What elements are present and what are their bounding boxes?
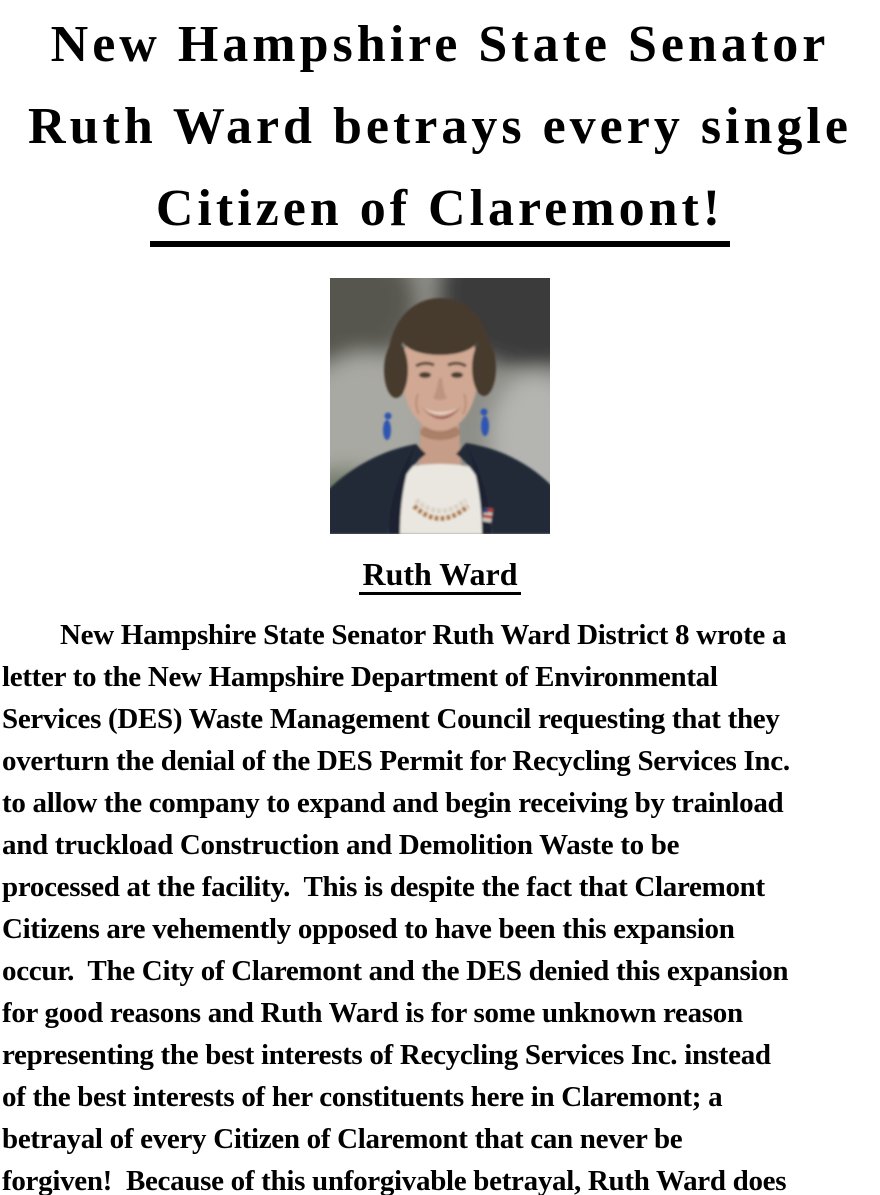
- body-line: betrayal of every Citizen of Claremont that can never be: [2, 1123, 683, 1155]
- body-line: to allow the company to expand and begin receiving by trainload: [2, 787, 784, 819]
- body-line: overturn the denial of the DES Permit for Recycling Services Inc.: [2, 745, 790, 777]
- headline: [0, 0, 880, 250]
- body-line: occur. The City of Claremont and the DES denied this expansion: [2, 955, 789, 987]
- body-line: Citizens are vehemently opposed to have been this expansion: [2, 913, 735, 945]
- headline-line-2: Ruth Ward betrays every single: [28, 98, 852, 155]
- body-line: processed at the facility. This is despite the fact that Claremont: [2, 871, 765, 903]
- body-paragraph: [0, 614, 880, 1195]
- headline-line-3: [0, 168, 880, 250]
- body-line: and truckload Construction and Demolition Waste to be: [2, 829, 680, 861]
- photo-caption-text: Ruth Ward: [359, 557, 520, 595]
- ruth-ward-photo: [330, 278, 550, 534]
- headline-underlined-text: Citizen of Claremont!: [150, 178, 730, 247]
- body-line: for good reasons and Ruth Ward is for some unknown reason: [2, 997, 743, 1029]
- portrait-photo-container: [0, 278, 880, 534]
- body-line: forgiven! Because of this unforgivable betrayal, Ruth Ward does: [2, 1165, 787, 1195]
- body-line: letter to the New Hampshire Department of Environmental: [2, 661, 718, 693]
- body-line: of the best interests of her constituents here in Claremont; a: [2, 1081, 723, 1113]
- body-line: New Hampshire State Senator Ruth Ward District 8 wrote a: [60, 619, 787, 651]
- headline-line-1: New Hampshire State Senator: [50, 16, 830, 73]
- body-line: representing the best interests of Recycling Services Inc. instead: [2, 1039, 771, 1071]
- photo-caption: [0, 556, 880, 595]
- body-line: Services (DES) Waste Management Council requesting that they: [2, 703, 780, 735]
